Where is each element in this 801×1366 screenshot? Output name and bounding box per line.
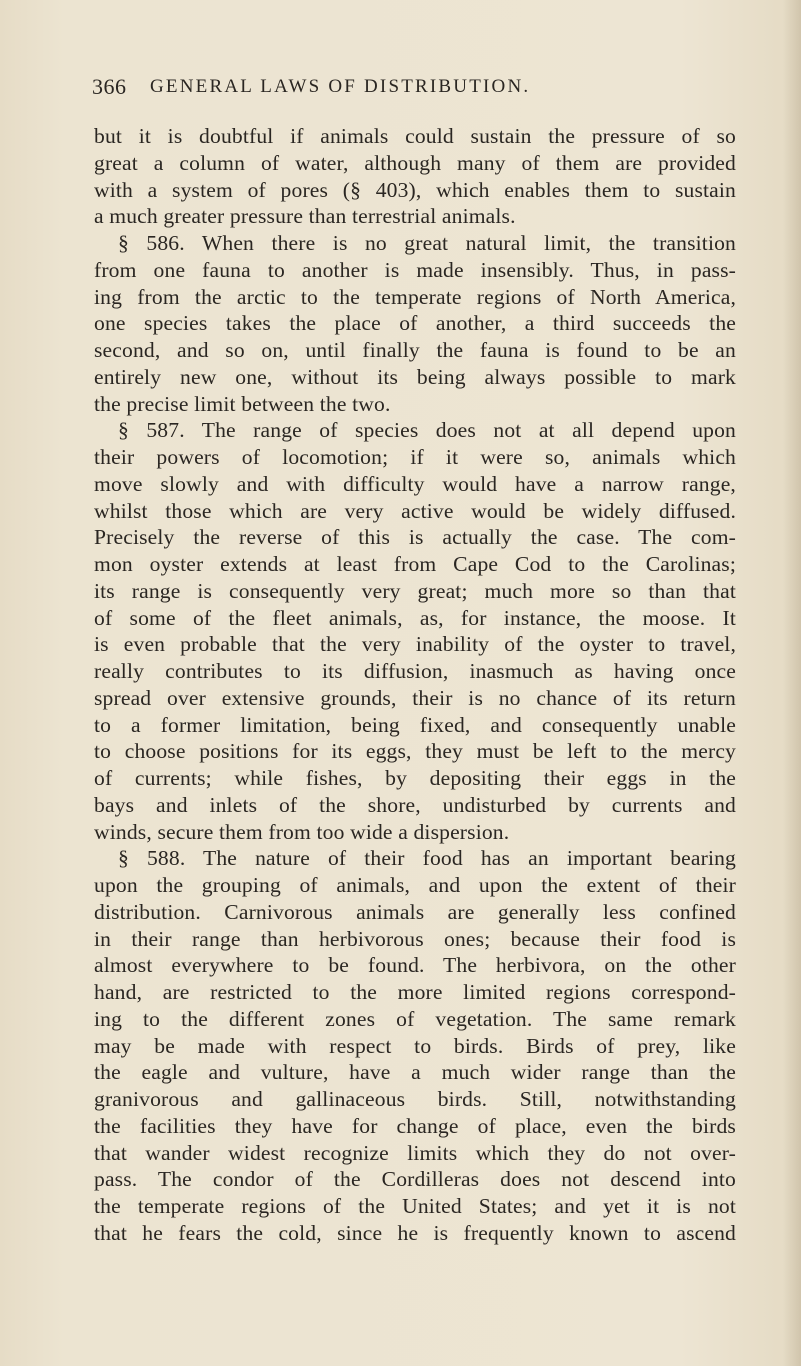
text-line: one species takes the place of another, a third succeeds the	[94, 311, 736, 336]
text-line: may be made with respect to birds. Birds of prey, like	[94, 1033, 736, 1058]
text-line: upon the grouping of animals, and upon the extent of their	[94, 873, 736, 897]
text-line: but it is doubtful if animals could sustain the pressure of so	[94, 124, 736, 148]
text-line: ing to the different zones of vegetation. The same remark	[94, 1006, 736, 1031]
text-line: the facilities they have for change of place, even the birds	[94, 1113, 736, 1138]
text-line: mon oyster extends at least from Cape Cod to the Carolinas;	[94, 552, 736, 576]
text-line: in their range than herbivorous ones; because their food is	[94, 926, 736, 951]
text-line: second, and so on, until finally the fauna is found to be an	[94, 338, 736, 362]
text-line: the temperate regions of the United States; and yet it is not	[94, 1194, 736, 1218]
text-line: that wander widest recognize limits which they do not over-	[94, 1140, 736, 1165]
text-line: distribution. Carnivorous animals are generally less confined	[94, 899, 736, 924]
page-number: 366	[92, 74, 127, 99]
text-line: to choose positions for its eggs, they must be left to the mercy	[94, 739, 736, 764]
text-line: of currents; while fishes, by depositing their eggs in the	[94, 766, 736, 790]
text-line: a much greater pressure than terrestrial animals.	[94, 204, 516, 229]
text-line: to a former limitation, being fixed, and consequently unable	[94, 712, 736, 737]
text-line: pass. The condor of the Cordilleras does not descend into	[94, 1167, 736, 1192]
text-line: their powers of locomotion; if it were so, animals which	[94, 445, 736, 469]
text-line: winds, secure them from too wide a dispersion.	[94, 819, 510, 844]
text-line: § 588. The nature of their food has an important bearing	[118, 846, 736, 871]
body-text	[94, 123, 736, 1247]
text-line: move slowly and with difficulty would have a narrow range,	[94, 471, 736, 496]
text-line: really contributes to its diffusion, inasmuch as having once	[94, 659, 736, 683]
text-line: almost everywhere to be found. The herbivora, on the other	[94, 953, 736, 978]
text-line: great a column of water, although many of them are provided	[94, 150, 736, 175]
text-line: bays and inlets of the shore, undisturbed by currents and	[94, 792, 736, 817]
text-line: granivorous and gallinaceous birds. Still, notwithstanding	[94, 1087, 736, 1111]
text-line: § 587. The range of species does not at all depend upon	[118, 418, 736, 443]
text-line: entirely new one, without its being always possible to mark	[94, 364, 736, 389]
text-line: that he fears the cold, since he is frequently known to ascend	[94, 1220, 736, 1245]
text-line: its range is consequently very great; much more so than that	[94, 578, 736, 603]
text-line: § 586. When there is no great natural limit, the transition	[118, 231, 736, 255]
text-line: is even probable that the very inability of the oyster to travel,	[94, 632, 736, 657]
running-title: GENERAL LAWS OF DISTRIBUTION.	[150, 76, 531, 97]
text-line: from one fauna to another is made insensibly. Thus, in pass-	[94, 257, 736, 282]
text-line: the precise limit between the two.	[94, 391, 391, 416]
text-line: hand, are restricted to the more limited regions correspond-	[94, 980, 736, 1004]
text-line: of some of the fleet animals, as, for instance, the moose. It	[94, 605, 736, 630]
page-edge-shadow	[783, 0, 801, 1366]
text-line: with a system of pores (§ 403), which enables them to sustain	[94, 177, 736, 202]
text-line: Precisely the reverse of this is actually the case. The com-	[94, 525, 736, 550]
text-line: ing from the arctic to the temperate regions of North America,	[94, 284, 736, 309]
text-line: whilst those which are very active would be widely diffused.	[94, 498, 736, 523]
text-line: the eagle and vulture, have a much wider range than the	[94, 1060, 736, 1085]
page-header	[92, 74, 732, 102]
text-line: spread over extensive grounds, their is no chance of its return	[94, 685, 736, 710]
